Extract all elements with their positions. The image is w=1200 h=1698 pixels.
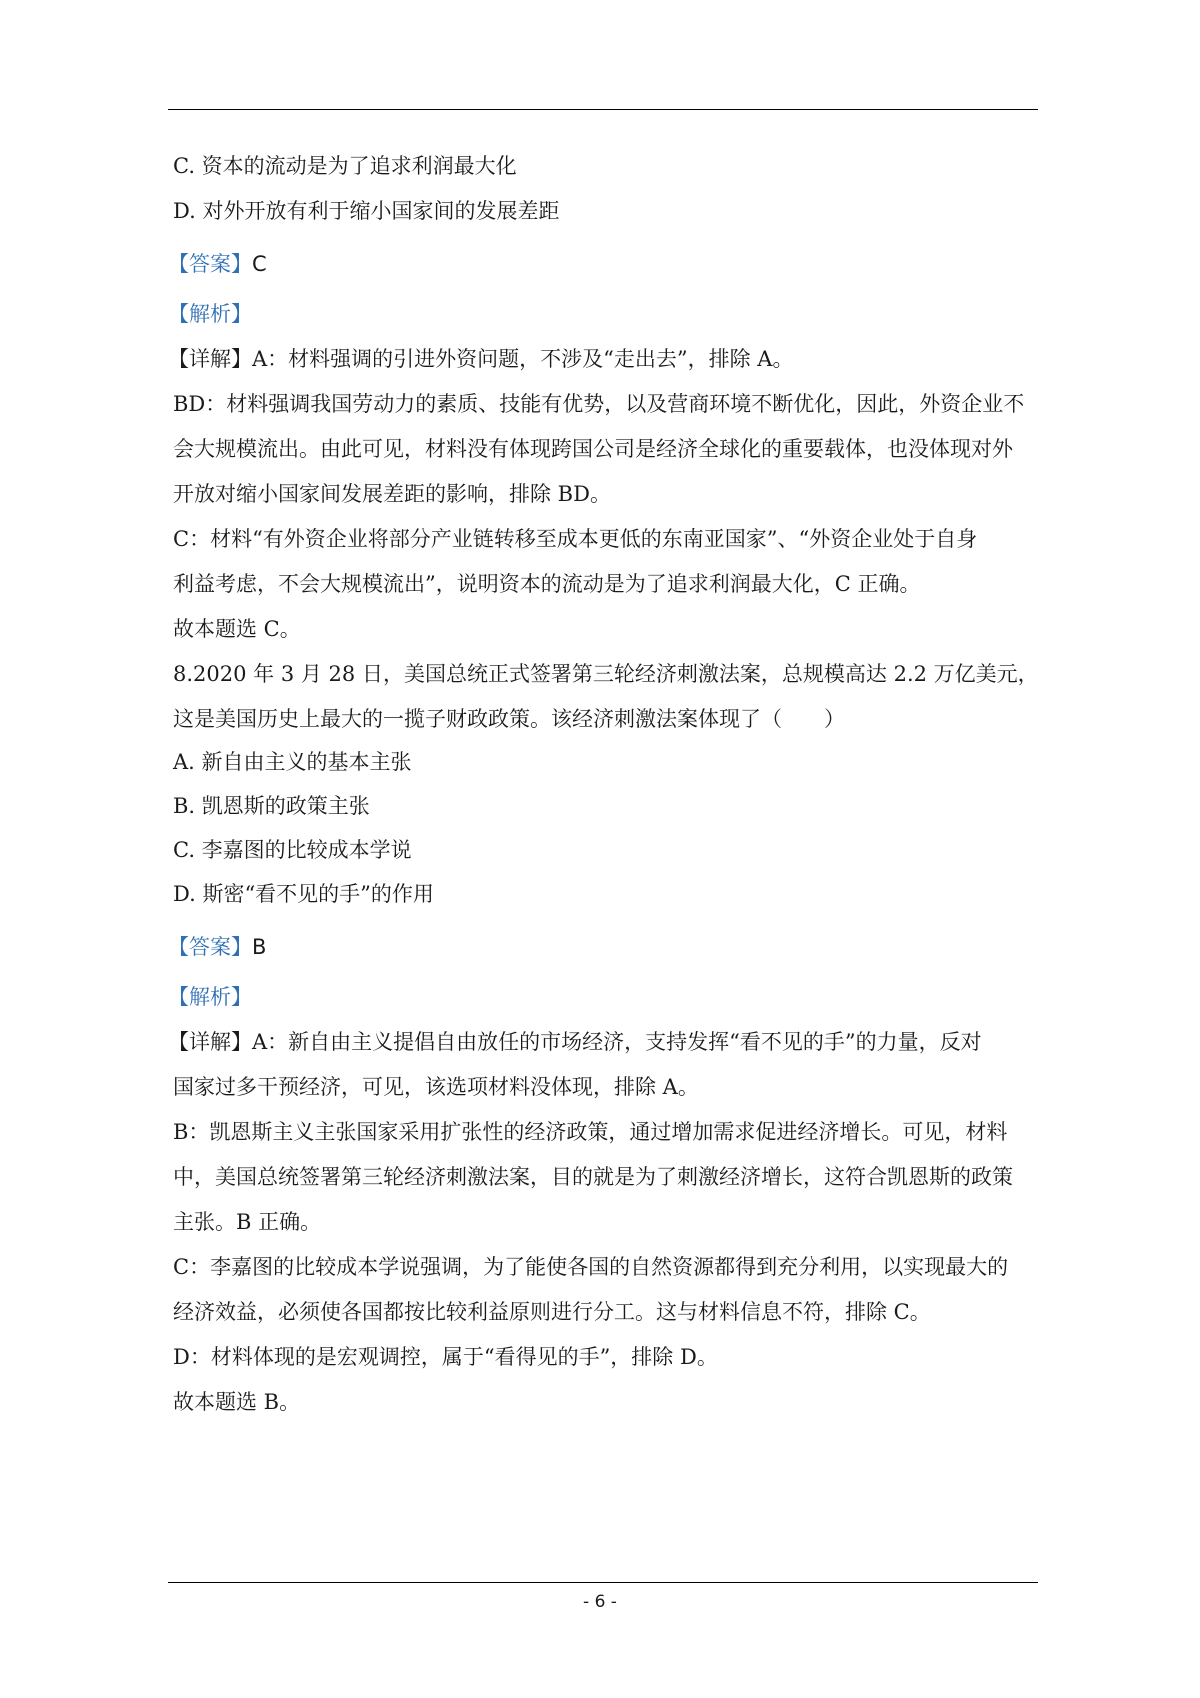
q8-detail-line-7: D：材料体现的是宏观调控，属于“看得见的手”，排除 D。 (173, 1345, 718, 1369)
q7-option-d: D. 对外开放有利于缩小国家间的发展差距 (173, 199, 560, 223)
q7-analysis-tag: 【解析】 (168, 302, 252, 326)
q7-detail-line-5: 利益考虑，不会大规模流出”，说明资本的流动是为了追求利润最大化，C 正确。 (173, 572, 921, 596)
page-number: - 6 - (583, 1592, 617, 1612)
q7-answer: C (252, 252, 267, 276)
q8-stem-line-1: 这是美国历史上最大的一揽子财政政策。该经济刺激法案体现了（ ） (173, 707, 845, 731)
q8-detail-line-8: 故本题选 B。 (173, 1390, 301, 1414)
q8-option-d: D. 斯密“看不见的手”的作用 (173, 882, 434, 906)
q8-option-a: A. 新自由主义的基本主张 (173, 750, 412, 774)
q8-detail-text-0: A：新自由主义提倡自由放任的市场经济，支持发挥“看不见的手”的力量，反对 (252, 1030, 982, 1054)
q7-detail-line-2: 会大规模流出。由此可见，材料没有体现跨国公司是经济全球化的重要载体，也没体现对外 (173, 437, 1013, 461)
q8-detail-tag: 【详解】 (168, 1030, 252, 1054)
q8-detail-line-0 (168, 1027, 982, 1057)
q8-detail-line-1: 国家过多干预经济，可见，该选项材料没体现，排除 A。 (173, 1075, 699, 1099)
q7-detail-line-1: BD：材料强调我国劳动力的素质、技能有优势，以及营商环境不断优化，因此，外资企业不 (173, 392, 1025, 416)
q7-option-c: C. 资本的流动是为了追求利润最大化 (173, 154, 517, 178)
footer-rule (168, 1582, 1038, 1583)
q8-detail-line-5: C：李嘉图的比较成本学说强调，为了能使各国的自然资源都得到充分利用，以实现最大的 (173, 1255, 1009, 1279)
q7-detail-text-0: A：材料强调的引进外资问题，不涉及“走出去”，排除 A。 (252, 347, 794, 371)
q7-detail-line-4: C：材料“有外资企业将部分产业链转移至成本更低的东南亚国家”、“外资企业处于自身 (173, 527, 978, 551)
q8-detail-line-3: 中，美国总统签署第三轮经济刺激法案，目的就是为了刺激经济增长，这符合凯恩斯的政策 (173, 1165, 1013, 1189)
q8-answer: B (252, 935, 267, 959)
q8-stem-line-0: 8.2020 年 3 月 28 日，美国总统正式签署第三轮经济刺激法案，总规模高达 2.2 万亿美元， (173, 662, 1039, 686)
q8-detail-line-2: B：凯恩斯主义主张国家采用扩张性的经济政策，通过增加需求促进经济增长。可见，材料 (173, 1120, 1008, 1144)
q7-detail-tag: 【详解】 (168, 347, 252, 371)
q7-detail-line-6: 故本题选 C。 (173, 617, 301, 641)
q8-answer-line (168, 932, 266, 962)
q7-answer-line (168, 249, 267, 279)
q8-answer-tag: 【答案】 (168, 935, 252, 959)
q8-option-b: B. 凯恩斯的政策主张 (173, 794, 370, 818)
q7-answer-tag: 【答案】 (168, 252, 252, 276)
q8-detail-line-4: 主张。B 正确。 (173, 1210, 322, 1234)
q8-option-c: C. 李嘉图的比较成本学说 (173, 838, 412, 862)
header-rule (168, 109, 1038, 110)
q8-analysis-tag: 【解析】 (168, 985, 252, 1009)
q7-detail-line-0 (168, 344, 793, 374)
q7-detail-line-3: 开放对缩小国家间发展差距的影响，排除 BD。 (173, 482, 611, 506)
q8-detail-line-6: 经济效益，必须使各国都按比较利益原则进行分工。这与材料信息不符，排除 C。 (173, 1300, 931, 1324)
